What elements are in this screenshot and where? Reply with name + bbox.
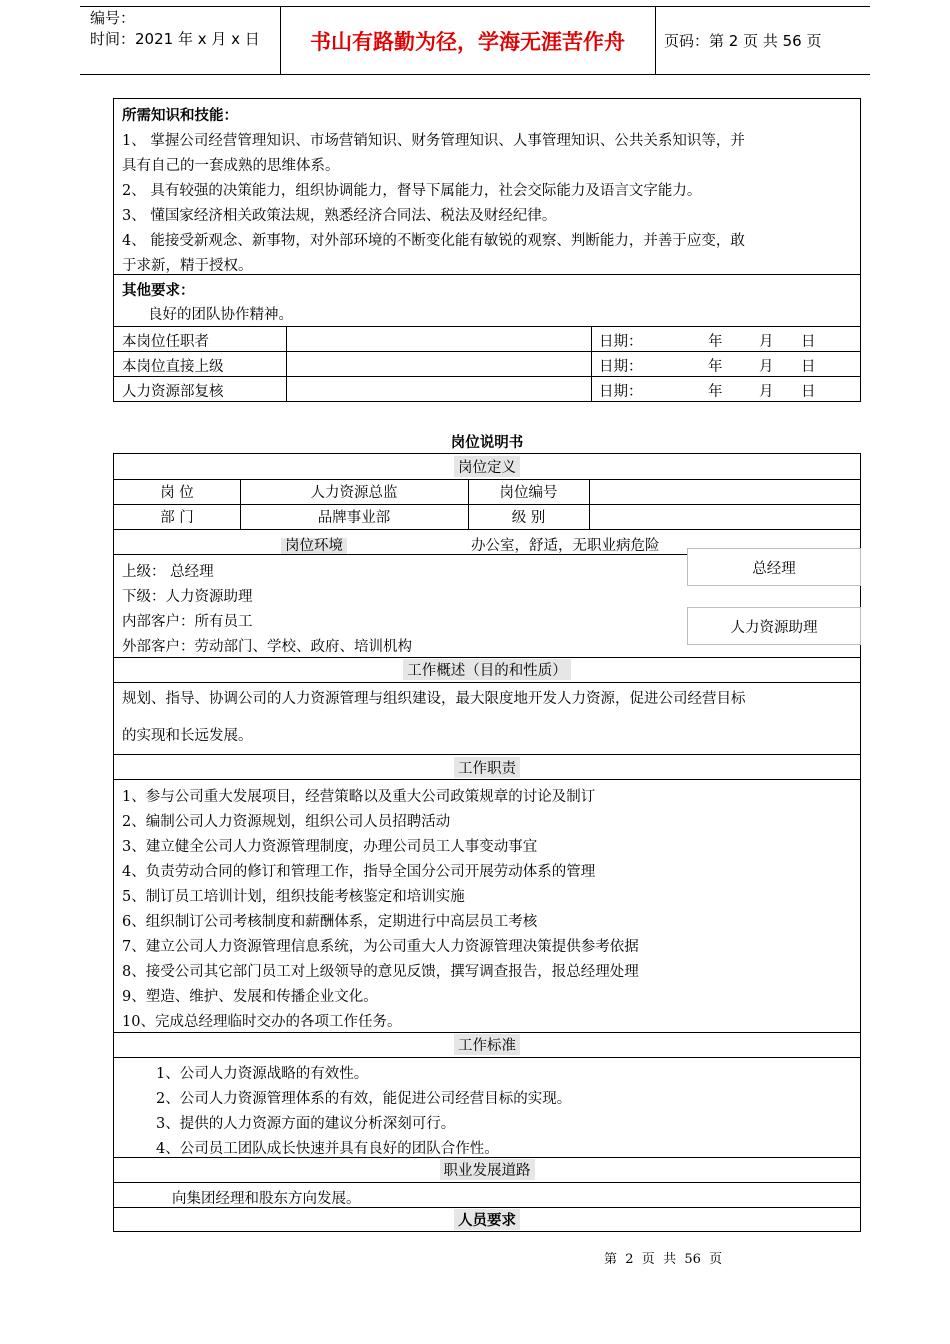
env-label: 岗位环境 bbox=[281, 538, 347, 554]
duty-item: 2、编制公司人力资源规划，组织公司人员招聘活动 bbox=[122, 814, 451, 830]
summary-title: 工作概述（目的和性质） bbox=[403, 659, 571, 680]
pos-value: 人力资源总监 bbox=[310, 485, 398, 501]
section-header bbox=[114, 756, 860, 779]
page-footer: 第 2 页 共 56 页 bbox=[604, 1252, 723, 1267]
motto: 书山有路勤为径，学海无涯苦作舟 bbox=[280, 7, 656, 74]
knowledge-item: 4、 能接受新观念、新事物，对外部环境的不断变化能有敏锐的观察、判断能力，并善于应变，敢 bbox=[122, 233, 745, 249]
date-label: 日期： bbox=[599, 384, 643, 400]
internal-clients: 内部客户：所有员工 bbox=[122, 614, 253, 630]
date-label: 日期： bbox=[599, 334, 643, 350]
duty-item: 5、制订员工培训计划，组织技能考核鉴定和培训实施 bbox=[122, 889, 465, 905]
standard-item: 1、公司人力资源战略的有效性。 bbox=[156, 1066, 369, 1082]
summary-line: 的实现和长远发展。 bbox=[122, 728, 253, 744]
section-header bbox=[114, 454, 860, 479]
duty-item: 4、负责劳动合同的修订和管理工作，指导全国分公司开展劳动体系的管理 bbox=[122, 864, 596, 880]
knowledge-title: 所需知识和技能： bbox=[122, 108, 238, 124]
summary-line: 规划、指导、协调公司的人力资源管理与组织建设，最大限度地开发人力资源，促进公司经营目标 bbox=[122, 691, 746, 707]
duty-item: 1、参与公司重大发展项目，经营策略以及重大公司政策规章的讨论及制订 bbox=[122, 789, 596, 805]
time-label: 时间：2021 年 x 月 x 日 bbox=[90, 30, 260, 48]
month-label: 月 bbox=[759, 359, 774, 375]
standard-item: 4、公司员工团队成长快速并具有良好的团队合作性。 bbox=[156, 1141, 499, 1157]
section-header bbox=[114, 1207, 860, 1231]
year-label: 年 bbox=[708, 384, 723, 400]
section-header bbox=[114, 1157, 860, 1182]
day-label: 日 bbox=[801, 384, 816, 400]
duty-item: 10、完成总经理临时交办的各项工作任务。 bbox=[122, 1014, 402, 1030]
subordinate: 下级：人力资源助理 bbox=[122, 589, 253, 605]
standard-item: 2、公司人力资源管理体系的有效，能促进公司经营目标的实现。 bbox=[156, 1091, 572, 1107]
month-label: 月 bbox=[759, 384, 774, 400]
external-clients: 外部客户：劳动部门、学校、政府、培训机构 bbox=[122, 639, 412, 655]
other-title: 其他要求： bbox=[122, 283, 195, 299]
date-label: 日期： bbox=[599, 359, 643, 375]
knowledge-item: 2、 具有较强的决策能力，组织协调能力，督导下属能力，社会交际能力及语言文字能力。 bbox=[122, 183, 702, 199]
page-indicator: 页码：第 2 页 共 56 页 bbox=[664, 32, 822, 50]
year-label: 年 bbox=[708, 334, 723, 350]
superior: 上级： 总经理 bbox=[122, 564, 214, 580]
doc-title: 岗位说明书 bbox=[450, 435, 524, 451]
duty-item: 6、组织制订公司考核制度和薪酬体系，定期进行中高层员工考核 bbox=[122, 914, 538, 930]
other-text: 良好的团队协作精神。 bbox=[148, 307, 293, 323]
org-box-assistant: 人力资源助理 bbox=[687, 607, 861, 645]
header-meta bbox=[80, 7, 281, 74]
career-text: 向集团经理和股东方向发展。 bbox=[172, 1191, 361, 1207]
duty-item: 9、塑造、维护、发展和传播企业文化。 bbox=[122, 989, 378, 1005]
def-title: 岗位定义 bbox=[454, 456, 520, 477]
knowledge-section bbox=[113, 98, 861, 402]
signoff-label: 人力资源部复核 bbox=[122, 384, 224, 400]
env-value: 办公室，舒适，无职业病危险 bbox=[471, 538, 660, 554]
signoff-label: 本岗位任职者 bbox=[122, 334, 209, 350]
dept-label: 部 门 bbox=[160, 510, 194, 526]
knowledge-item: 具有自己的一套成熟的思维体系。 bbox=[122, 158, 340, 174]
standards-title: 工作标准 bbox=[454, 1034, 520, 1055]
duties-title: 工作职责 bbox=[454, 757, 520, 778]
number-label: 编号： bbox=[90, 9, 136, 27]
dept-value: 品牌事业部 bbox=[317, 510, 391, 526]
page-header bbox=[80, 6, 870, 75]
standard-item: 3、提供的人力资源方面的建议分析深刻可行。 bbox=[156, 1116, 456, 1132]
year-label: 年 bbox=[708, 359, 723, 375]
career-title: 职业发展道路 bbox=[440, 1159, 535, 1180]
code-label: 岗位编号 bbox=[499, 485, 558, 501]
duty-item: 3、建立健全公司人力资源管理制度，办理公司员工人事变动事宜 bbox=[122, 839, 538, 855]
day-label: 日 bbox=[801, 359, 816, 375]
duty-item: 7、建立公司人力资源管理信息系统，为公司重大人力资源管理决策提供参考依据 bbox=[122, 939, 639, 955]
section-header bbox=[114, 657, 860, 682]
level-label: 级 别 bbox=[511, 510, 546, 526]
duty-item: 8、接受公司其它部门员工对上级领导的意见反馈，撰写调查报告，报总经理处理 bbox=[122, 964, 639, 980]
personnel-title: 人员要求 bbox=[454, 1209, 520, 1230]
section-header bbox=[114, 1032, 860, 1057]
signoff-label: 本岗位直接上级 bbox=[122, 359, 224, 375]
month-label: 月 bbox=[759, 334, 774, 350]
knowledge-item: 3、 懂国家经济相关政策法规，熟悉经济合同法、税法及财经纪律。 bbox=[122, 208, 557, 224]
env-label-wrap bbox=[281, 534, 347, 555]
knowledge-item: 1、 掌握公司经营管理知识、市场营销知识、财务管理知识、人事管理知识、公共关系知识等，并 bbox=[122, 133, 745, 149]
knowledge-item: 于求新，精于授权。 bbox=[122, 258, 253, 274]
pos-label: 岗 位 bbox=[160, 485, 194, 501]
org-box-manager: 总经理 bbox=[687, 548, 861, 586]
day-label: 日 bbox=[801, 334, 816, 350]
